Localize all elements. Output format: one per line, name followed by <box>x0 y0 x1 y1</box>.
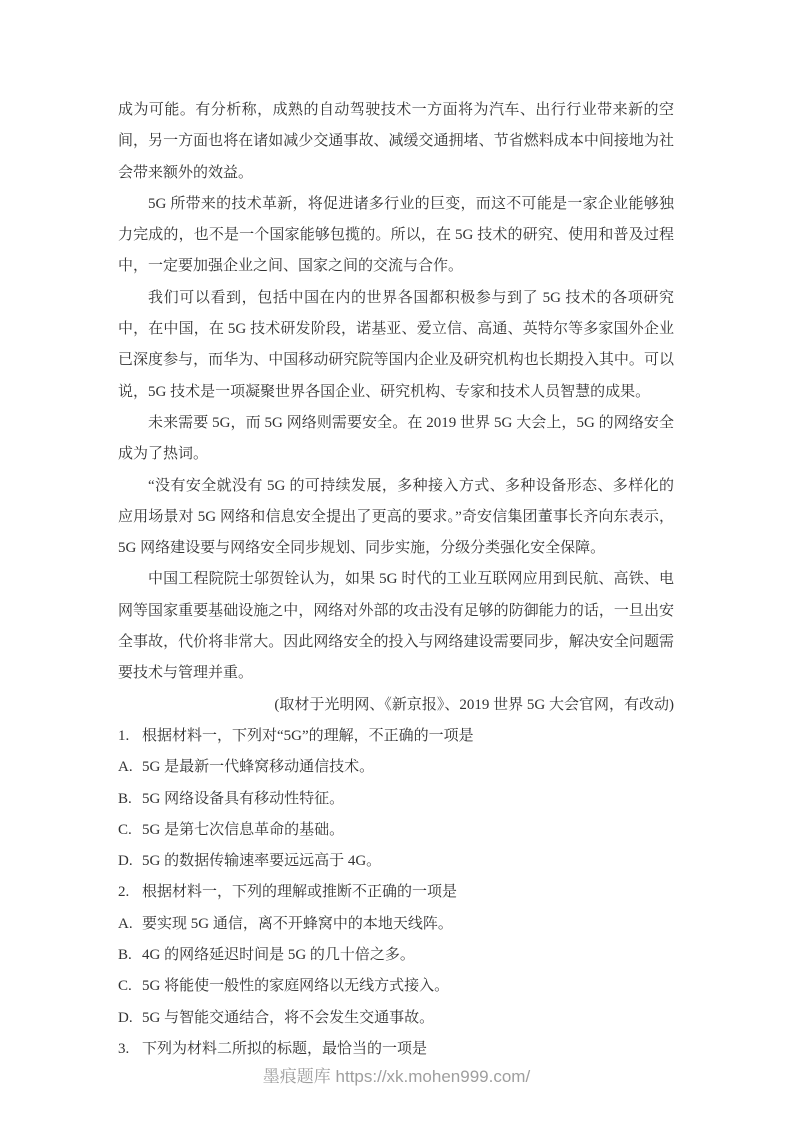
question-1-option-d <box>118 846 674 877</box>
passage-paragraph-6: 中国工程院院士邬贺铨认为，如果 5G 时代的工业互联网应用到民航、高铁、电网等国家重要基础设施之中，网络对外部的攻击没有足够的防御能力的话，一旦出安全事故，代价将非常大。因此网络安全的投入与网络建设需要同步，解决安全问题需要技术与管理并重。 <box>118 571 674 682</box>
option-d-text: 5G 的数据传输速率要远远高于 4G。 <box>142 853 382 870</box>
question-2-option-c <box>118 971 674 1002</box>
passage-paragraph-2: 5G 所带来的技术革新，将促进诸多行业的巨变，而这不可能是一家企业能够独力完成的，也不是一个国家能够包揽的。所以，在 5G 技术的研究、使用和普及过程中，一定要加强企业之间、国家之间的交流与合作。 <box>118 195 674 275</box>
question-1-number: 1. <box>118 727 130 744</box>
question-1-option-a <box>118 752 674 783</box>
option-b-text: 5G 网络设备具有移动性特征。 <box>142 790 345 807</box>
option-d-label: D. <box>118 1009 133 1026</box>
watermark-footer <box>0 1062 793 1087</box>
reading-passage <box>118 95 674 1065</box>
question-2-option-b <box>118 940 674 971</box>
option-c-text: 5G 将能使一般性的家庭网络以无线方式接入。 <box>142 978 450 995</box>
question-2-option-a <box>118 909 674 940</box>
question-1-option-c <box>118 815 674 846</box>
option-d-text: 5G 与智能交通结合，将不会发生交通事故。 <box>142 1009 435 1026</box>
passage-paragraph-3: 我们可以看到，包括中国在内的世界各国都积极参与到了 5G 技术的各项研究中，在中国，在 5G 技术研发阶段，诺基亚、爱立信、高通、英特尔等多家国外企业已深度参与，而华为、中国移动研究院等国内企业及研究机构也长期投入其中。可以说，5G 技术是一项凝聚世界各国企业、研究机构、专家和技术人员智慧的成果。 <box>118 289 674 400</box>
option-b-text: 4G 的网络延迟时间是 5G 的几十倍之多。 <box>142 947 415 964</box>
question-2-stem <box>118 877 674 908</box>
question-2-text: 根据材料一，下列的理解或推断不正确的一项是 <box>142 884 458 901</box>
source-attribution: (取材于光明网、《新京报》、2019 世界 5G 大会官网，有改动) <box>274 696 674 713</box>
watermark-text: 墨痕题库 https://xk.mohen999.com/ <box>262 1067 531 1086</box>
option-b-label: B. <box>118 790 132 807</box>
option-c-text: 5G 是第七次信息革命的基础。 <box>142 821 345 838</box>
question-1-stem <box>118 721 674 752</box>
question-1-option-b <box>118 784 674 815</box>
question-1-text: 根据材料一，下列对“5G”的理解，不正确的一项是 <box>142 727 474 744</box>
option-d-label: D. <box>118 853 133 870</box>
option-a-label: A. <box>118 759 133 776</box>
question-2-option-d <box>118 1003 674 1034</box>
question-3-number: 3. <box>118 1040 130 1057</box>
passage-paragraph-5: “没有安全就没有 5G 的可持续发展，多种接入方式、多种设备形态、多样化的应用场景对 5G 网络和信息安全提出了更高的要求。”奇安信集团董事长齐向东表示，5G 网络建设要与网络安全同步规划、同步实施，分级分类强化安全保障。 <box>118 477 674 557</box>
option-a-text: 5G 是最新一代蜂窝移动通信技术。 <box>142 759 375 776</box>
question-3-stem <box>118 1034 674 1065</box>
option-c-label: C. <box>118 978 132 995</box>
option-c-label: C. <box>118 821 132 838</box>
passage-paragraph-4: 未来需要 5G，而 5G 网络则需要安全。在 2019 世界 5G 大会上，5G 的网络安全成为了热词。 <box>118 414 674 463</box>
option-a-label: A. <box>118 915 133 932</box>
question-3-text: 下列为材料二所拟的标题，最恰当的一项是 <box>142 1040 428 1057</box>
passage-paragraph-1: 成为可能。有分析称，成熟的自动驾驶技术一方面将为汽车、出行行业带来新的空间，另一方面也将在诸如减少交通事故、减缓交通拥堵、节省燃料成本中间接地为社会带来额外的效益。 <box>118 102 674 181</box>
question-2-number: 2. <box>118 884 130 901</box>
option-a-text: 要实现 5G 通信，离不开蜂窝中的本地天线阵。 <box>142 915 453 932</box>
option-b-label: B. <box>118 947 132 964</box>
